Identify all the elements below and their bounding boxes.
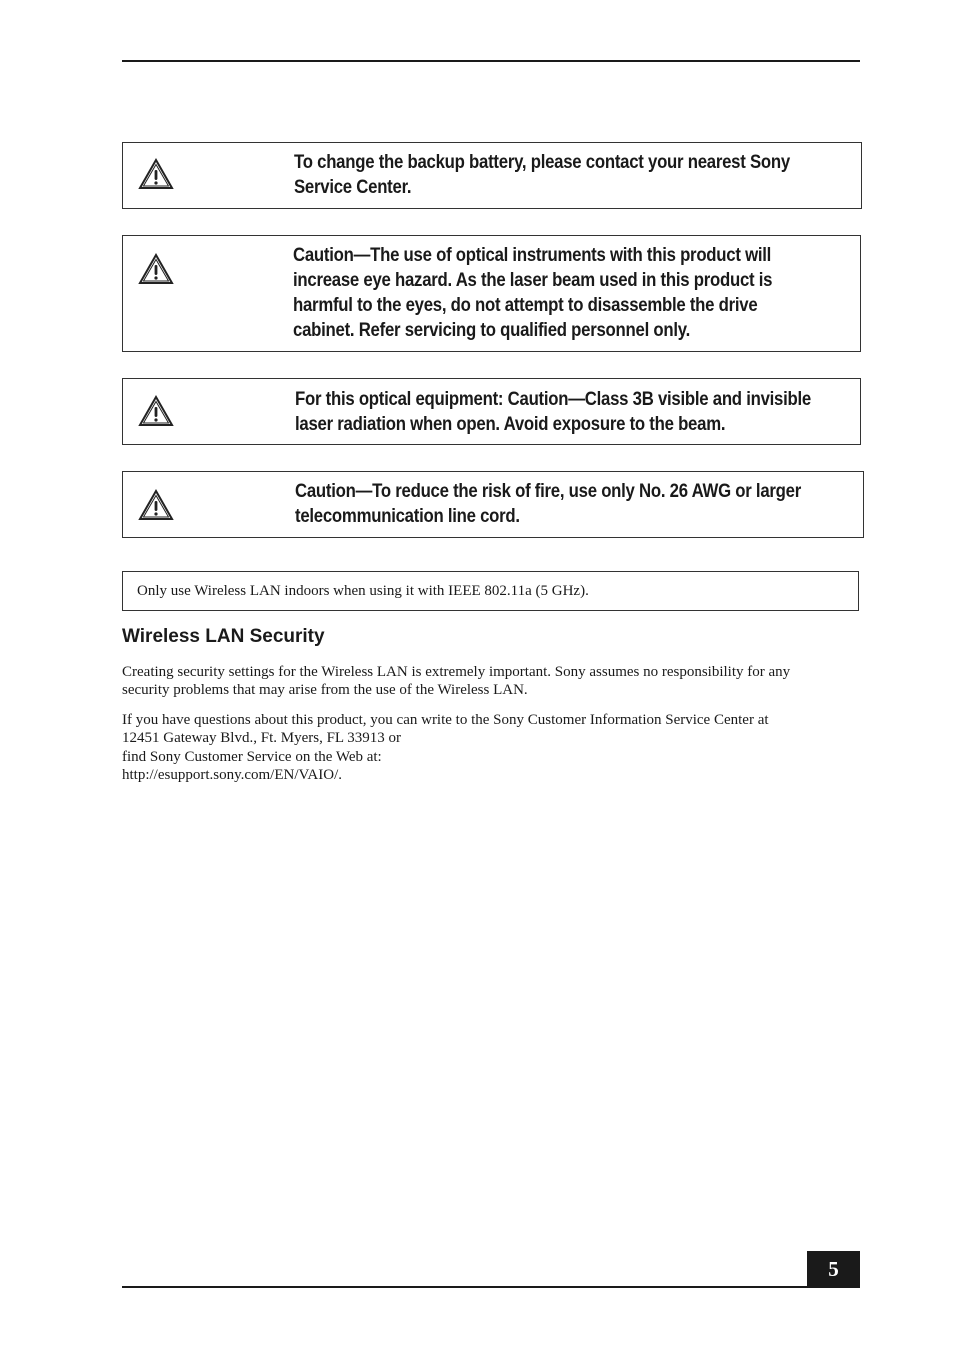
warning-line: harmful to the eyes, do not attempt to disassemble the drive [293,294,758,316]
warning-box-laser-radiation [122,378,861,445]
warning-line: telecommunication line cord. [295,505,520,527]
warning-line: Caution—To reduce the risk of fire, use only No. 26 AWG or larger [295,480,802,502]
header-rule [122,60,860,62]
paragraph-line: security problems that may arise from the use of the Wireless LAN. [122,682,528,699]
warning-line: cabinet. Refer servicing to qualified personnel only. [293,319,690,341]
paragraph-line: 12451 Gateway Blvd., Ft. Myers, FL 33913 or [122,730,402,747]
warning-triangle-icon [138,158,174,190]
warning-line: For this optical equipment: Caution—Class 3B visible and invisible [295,388,811,410]
section-heading: Wireless LAN Security [122,626,325,647]
warning-text [295,387,811,437]
note-box [122,571,859,611]
warning-triangle-icon [138,395,174,427]
warning-triangle-icon [138,253,174,285]
note-text: Only use Wireless LAN indoors when using it with IEEE 802.11a (5 GHz). [137,583,589,599]
paragraph-contact [122,711,769,785]
warning-box-optical-instruments [122,235,861,352]
paragraph-line: If you have questions about this product, you can write to the Sony Customer Information Service Center at [122,712,769,728]
footer-rule [122,1286,860,1288]
warning-text [293,243,772,343]
page-number: 5 [807,1251,860,1288]
warning-triangle-icon [138,489,174,521]
warning-line: Service Center. [294,176,412,198]
support-url[interactable]: http://esupport.sony.com/EN/VAIO/. [122,767,342,784]
warning-box-fire-risk [122,471,864,538]
warning-box-backup-battery [122,142,862,209]
warning-text [295,479,801,529]
paragraph-security [122,663,790,700]
warning-text [294,150,790,200]
warning-line: Caution—The use of optical instruments with this product will [293,244,772,266]
paragraph-line: Creating security settings for the Wireless LAN is extremely important. Sony assumes no responsibility for any [122,664,791,680]
warning-line: increase eye hazard. As the laser beam used in this product is [293,269,773,291]
paragraph-line: find Sony Customer Service on the Web at: [122,748,382,765]
warning-line: laser radiation when open. Avoid exposure to the beam. [295,413,726,435]
warning-line: To change the backup battery, please contact your nearest Sony [294,151,790,173]
